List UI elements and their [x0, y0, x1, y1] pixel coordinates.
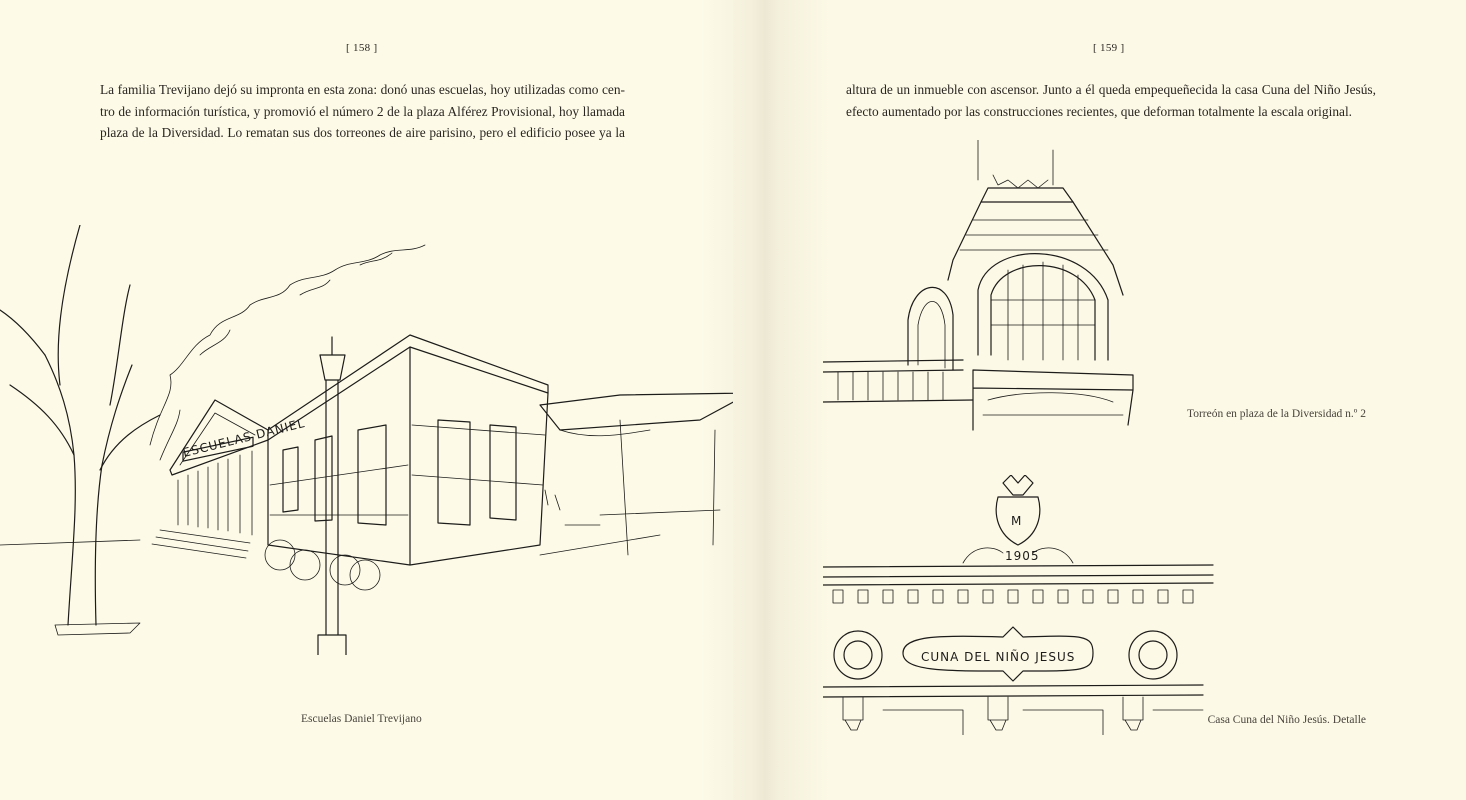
right-page: [733, 0, 1466, 800]
paragraph-line: La familia Trevijano dejó su impronta en esta zona: donó unas escuelas, hoy utilizadas como cen-: [100, 82, 625, 97]
facade-lettering: CUNA DEL NIÑO JESUS: [921, 650, 1076, 664]
page-number-right: [ 159 ]: [1093, 42, 1125, 54]
paragraph-line: plaza de la Diversidad. Lo rematan sus dos torreones de aire parisino, pero el edificio posee ya la: [100, 125, 625, 140]
left-paragraph: [100, 79, 625, 144]
escuelas-sketch: [0, 225, 733, 655]
paragraph-line: altura de un inmueble con ascensor. Junto a él queda empequeñecida la casa Cuna del Niño Jesús,: [846, 82, 1376, 97]
paragraph-line: tro de información turística, y promovió el número 2 de la plaza Alférez Provisional, hoy llamada: [100, 103, 625, 119]
sketch-caption-casa-cuna: Casa Cuna del Niño Jesús. Detalle: [1207, 714, 1366, 726]
cartouche-year: 1905: [1005, 549, 1040, 563]
torreon-sketch: [823, 140, 1383, 440]
school-sign: ESCUELAS DANIEL: [181, 415, 307, 460]
right-paragraph: [846, 79, 1376, 122]
sketch-caption-torreon: Torreón en plaza de la Diversidad n.º 2: [1186, 408, 1366, 420]
cartouche-monogram: M: [1011, 514, 1023, 528]
sketch-caption-left: Escuelas Daniel Trevijano: [301, 713, 422, 725]
casa-cuna-sketch: [823, 475, 1223, 735]
paragraph-line: efecto aumentado por las construcciones recientes, que deforman totalmente la escala original.: [846, 103, 1353, 119]
page-number-left: [ 158 ]: [346, 42, 378, 54]
